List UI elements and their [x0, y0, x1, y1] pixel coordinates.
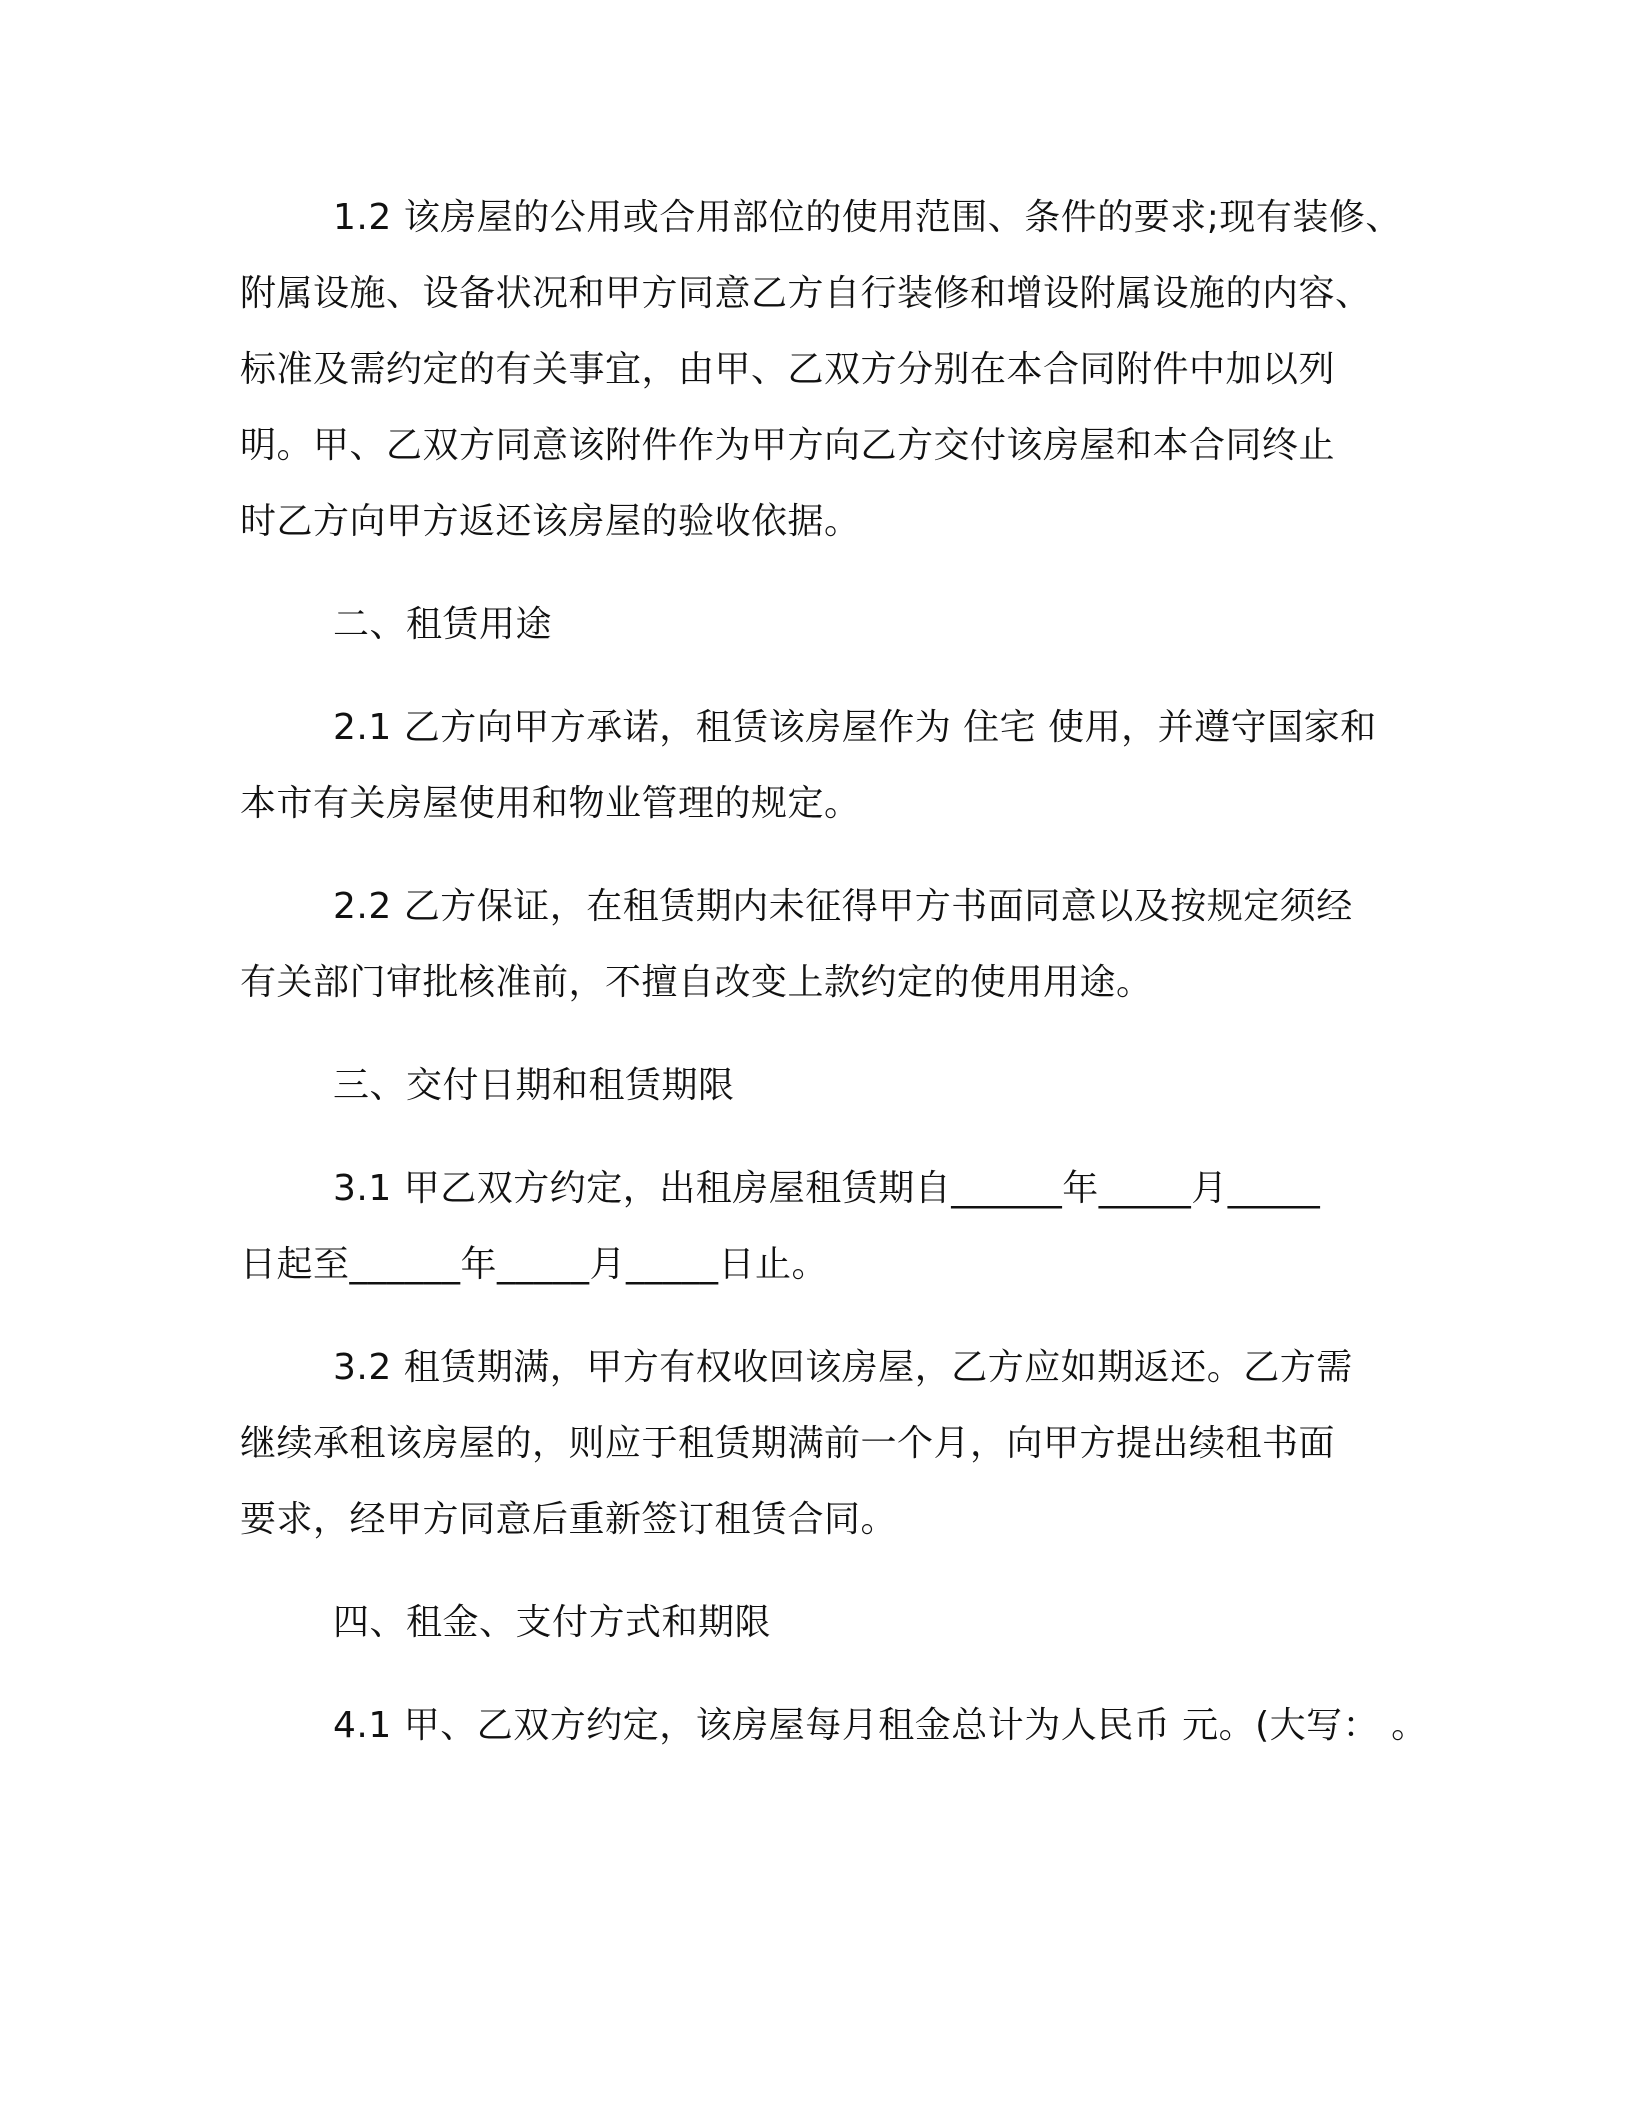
paragraph-2-1-line-1: 2.1 乙方向甲方承诺，租赁该房屋作为 住宅 使用，并遵守国家和	[333, 707, 1377, 748]
paragraph-3-2-line-2: 继续承租该房屋的，则应于租赁期满前一个月，向甲方提出续租书面	[240, 1423, 1336, 1464]
paragraph-3-2-line-3: 要求，经甲方同意后重新签订租赁合同。	[240, 1499, 898, 1540]
paragraph-3-1-line-2: 日起至______年_____月_____日止。	[240, 1244, 829, 1285]
paragraph-2-1-line-2: 本市有关房屋使用和物业管理的规定。	[240, 783, 861, 824]
paragraph-3-1-line-1: 3.1 甲乙双方约定，出租房屋租赁期自______年_____月_____	[333, 1168, 1321, 1209]
paragraph-2-2-line-2: 有关部门审批核准前，不擅自改变上款约定的使用用途。	[240, 962, 1153, 1003]
section-heading-3: 三、交付日期和租赁期限	[333, 1065, 735, 1106]
paragraph-4-1-line-1: 4.1 甲、乙双方约定，该房屋每月租金总计为人民币 元。(大写： 。	[333, 1705, 1428, 1746]
section-heading-4: 四、租金、支付方式和期限	[333, 1602, 772, 1643]
paragraph-1-2-line-3: 标准及需约定的有关事宜，由甲、乙双方分别在本合同附件中加以列	[240, 349, 1336, 390]
section-heading-2: 二、租赁用途	[333, 604, 553, 645]
paragraph-2-2-line-1: 2.2 乙方保证，在租赁期内未征得甲方书面同意以及按规定须经	[333, 886, 1353, 927]
paragraph-3-2-line-1: 3.2 租赁期满，甲方有权收回该房屋，乙方应如期返还。乙方需	[333, 1347, 1353, 1388]
paragraph-1-2-line-2: 附属设施、设备状况和甲方同意乙方自行装修和增设附属设施的内容、	[240, 273, 1372, 314]
paragraph-1-2-line-1: 1.2 该房屋的公用或合用部位的使用范围、条件的要求;现有装修、	[333, 197, 1402, 238]
paragraph-1-2-line-5: 时乙方向甲方返还该房屋的验收依据。	[240, 501, 861, 542]
paragraph-1-2-line-4: 明。甲、乙双方同意该附件作为甲方向乙方交付该房屋和本合同终止	[240, 425, 1336, 466]
